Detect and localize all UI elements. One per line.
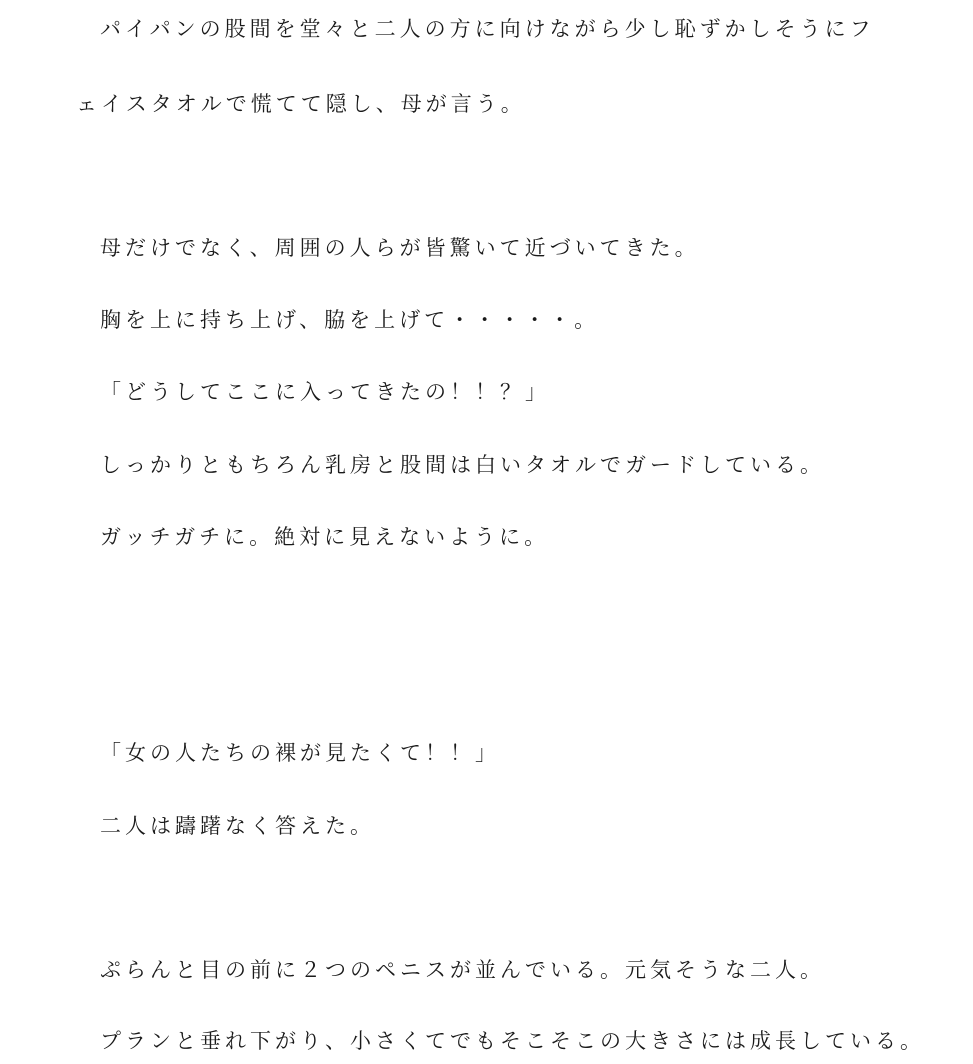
text-line: しっかりともちろん乳房と股間は白いタオルでガードしている。 (100, 453, 825, 477)
text-line: ガッチガチに。絶対に見えないように。 (100, 525, 550, 549)
text-line: 母だけでなく、周囲の人らが皆驚いて近づいてきた。 (100, 236, 700, 260)
text-line: 「どうしてここに入ってきたの！！？」 (100, 380, 550, 404)
text-line: 胸を上に持ち上げ、脇を上げて・・・・・。 (100, 308, 600, 332)
text-line: プランと垂れ下がり、小さくてでもそこそこの大きさには成長している。 (100, 1029, 925, 1053)
text-line: 二人は躊躇なく答えた。 (100, 814, 375, 838)
text-line: ぷらんと目の前に２つのペニスが並んでいる。元気そうな二人。 (100, 958, 825, 982)
text-line: 「女の人たちの裸が見たくて！！」 (100, 741, 500, 765)
text-line: ェイスタオルで慌てて隠し、母が言う。 (76, 92, 526, 116)
text-line: パイパンの股間を堂々と二人の方に向けながら少し恥ずかしそうにフ (100, 17, 875, 41)
